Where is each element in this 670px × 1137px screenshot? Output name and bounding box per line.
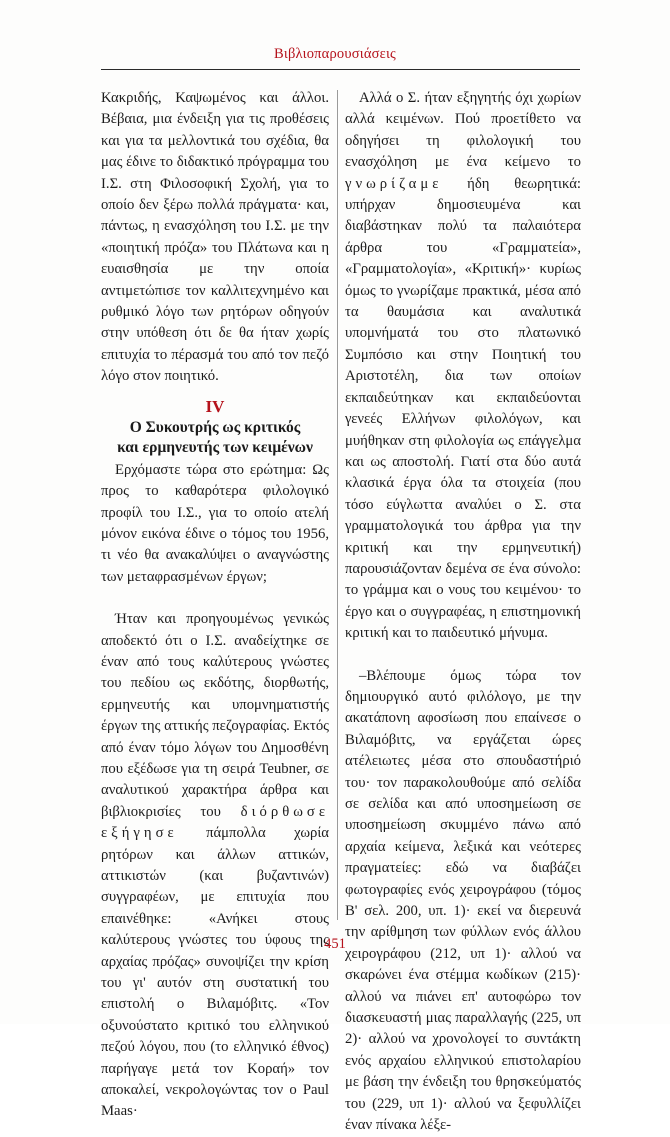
paragraph-gap: [345, 645, 581, 666]
right-paragraph-1-text-b: ήδη θεωρητικά: υπήρχαν δημοσιευμένα και διαβάστηκαν πολύ τα παλαιότερα άρθρα του «Γραμματεία», «Γραμματολογία», «Κριτική»· κυρίως όμως το γνωρίζαμε πρακτικά, μέσα από τα θαυμάσια και αναλυτικά υπομνήματά του στο πλατωνικό Συμπόσιο και στην Ποιητική του Αριστοτέλη, δια των οποίων εκπαιδεύτηκαν και εκπαιδεύονται γενεές Ελλήνων φιλολόγων, και μυήθηκαν στη φιλολογία ως επάγγελμα και ως αποστολή. Γιατί στα δύο αυτά κλασικά έργα όλα τα στοιχεία (που τόσο εύγλωττα αναλύει ο Σ. στα γραμματολογικά του άρθρα για την κριτική και την ερμηνευτική) παρουσιάζονταν δεμένα σε ένα σύνολο: το γράμμα και ο νους του κειμένου· το έργο και ο συγγραφέας, η επιστημονική κριτική και το παιδευτικό μήνυμα.: [345, 175, 581, 642]
right-paragraph-1: [345, 88, 581, 645]
header-rule: [101, 69, 580, 70]
section-title-line-2: και ερμηνευτής των κειμένων: [117, 438, 313, 456]
section-number: IV: [205, 396, 225, 416]
section-title: [101, 418, 329, 458]
left-column: [101, 88, 329, 1123]
page-number: 451: [324, 936, 346, 952]
spaced-word-diorthose: διόρθωσε: [240, 803, 329, 820]
right-column: [345, 88, 581, 1137]
section-title-line-1: Ο Συκουτρής ως κριτικός: [129, 418, 301, 436]
left-paragraph-2: Ερχόμαστε τώρα στο ερώτημα: Ως προς το καθαρότερα φιλολογικό προφίλ του Ι.Σ., για το οποίο ατελή μόνον εικόνα έδινε ο τόμος του 1956, τι νέο θα ανακαλύψει ο αναγνώστης των μεταφρασμένων έργων;: [101, 461, 329, 585]
left-paragraph-3-text-c: πάμπολλα χωρία ρητόρων και άλλων αττικών, αττικιστών (και βυζαντινών) συγγραφέων, με επιτυχία που επαινέθηκε: «Ανήκει στους καλύτερους γνώστες του ύφους της αρχαίας πρόζας» συνοψίζει την κρίση του γι' αυτόν στη συστατική του επιστολή ο Βιλαμόβιτς. «Τον οξυνούστατο κριτικό του ελληνικού πεζού λόγου, που (το ελληνικό έθνος) παρήγαγε μετά τον Κοραή» τον αποκαλεί, νεκρολογώντας τον ο Paul Maas·: [101, 825, 329, 1120]
right-paragraph-1-text-a: Αλλά ο Σ. ήταν εξηγητής όχι χωρίων αλλά κειμένων. Πού προετίθετο να οδηγήσει τη φιλολογική του ενασχόληση με ένα κείμενο το: [345, 90, 581, 171]
running-head: Βιβλιοπαρουσιάσεις: [273, 46, 396, 62]
right-paragraph-2: –Βλέπουμε όμως τώρα τον δημιουργικό αυτό φιλόλογο, με την ακατάπονη αφοσίωση που επαίνεσε ο Βιλαμόβιτς, να εργάζεται ώρες ατέλειωτες μέσα στο σπουδαστήριό του· τον παρακολουθούμε από σελίδα σε σελίδα και από υποσημείωση σε υποσημείωση σκυμμένο πάνω από αρχαία κείμενα, λεξικά και νεότερες πραγματείες: εδώ να διαβάζει φωτογραφίες ενός χειρογράφου (τόμος Β' σελ. 200, υπ. 1)· εκεί να διερευνά την αρίθμηση των φύλλων ενός άλλου χειρογράφου (212, υπ 1)· αλλού να σκαρώνει ένα στέμμα κωδίκων (215)· αλλού να πιάνει επ' αυτοφώρω τον διασκευαστή μιας παραλλαγής (225, υπ 2)· αλλού να χρονολογεί το συντάκτη ενός αρχαίου ελληνικού επιστολαρίου με βάση την ένδειξη του θρησκεύματός του (229, υπ 1)· αλλού να ξεφυλλίζει έναν πίνακα λέξε-: [345, 667, 581, 1134]
left-paragraph-3: [101, 609, 329, 1123]
column-divider: [337, 90, 338, 920]
spaced-word-gnorizame: γνωρίζαμε: [345, 175, 443, 192]
left-paragraph-1: Κακριδής, Καψωμένος και άλλοι. Βέβαια, μια ένδειξη για τις προθέσεις και για τα μελλοντικά του σχέδια, θα μας έδινε το διδακτικό πρόγραμμα του Ι.Σ. στη Φιλοσοφική Σχολή, για το οποίο δεν ξέρω πολλά πράγματα· και, πάντως, η ενασχόληση του Ι.Σ. με την «ποιητική πρόζα» του Πλάτωνα και η ευαισθησία με την οποία αντιμετώπισε τον καλλιτεχνημένο και ρυθμικό λόγο των ρητόρων οδηγούν στην υπόθεση ότι δε θα ήταν χωρίς επιτυχία το πέρασμά του από τον πεζό λόγο στον ποιητικό.: [101, 90, 329, 385]
spaced-word-exigise: εξήγησε: [101, 825, 178, 842]
paragraph-gap: [101, 588, 329, 609]
left-paragraph-3-text-a: Ήταν και προηγουμένως γενικώς αποδεκτό ότι ο Ι.Σ. αναδείχτηκε σε έναν από τους καλύτερους γνώστες του πεδίου ως εκδότης, διορθωτής, ερμηνευτής και υπομνηματιστής έργων της αττικής πεζογραφίας. Εκτός από έναν τόμο λόγων του Δημοσθένη που εξέδωσε για τη σειρά Teubner, σε αναλυτικού χαρακτήρα άρθρα και βιβλιοκρισίες του: [101, 611, 329, 820]
